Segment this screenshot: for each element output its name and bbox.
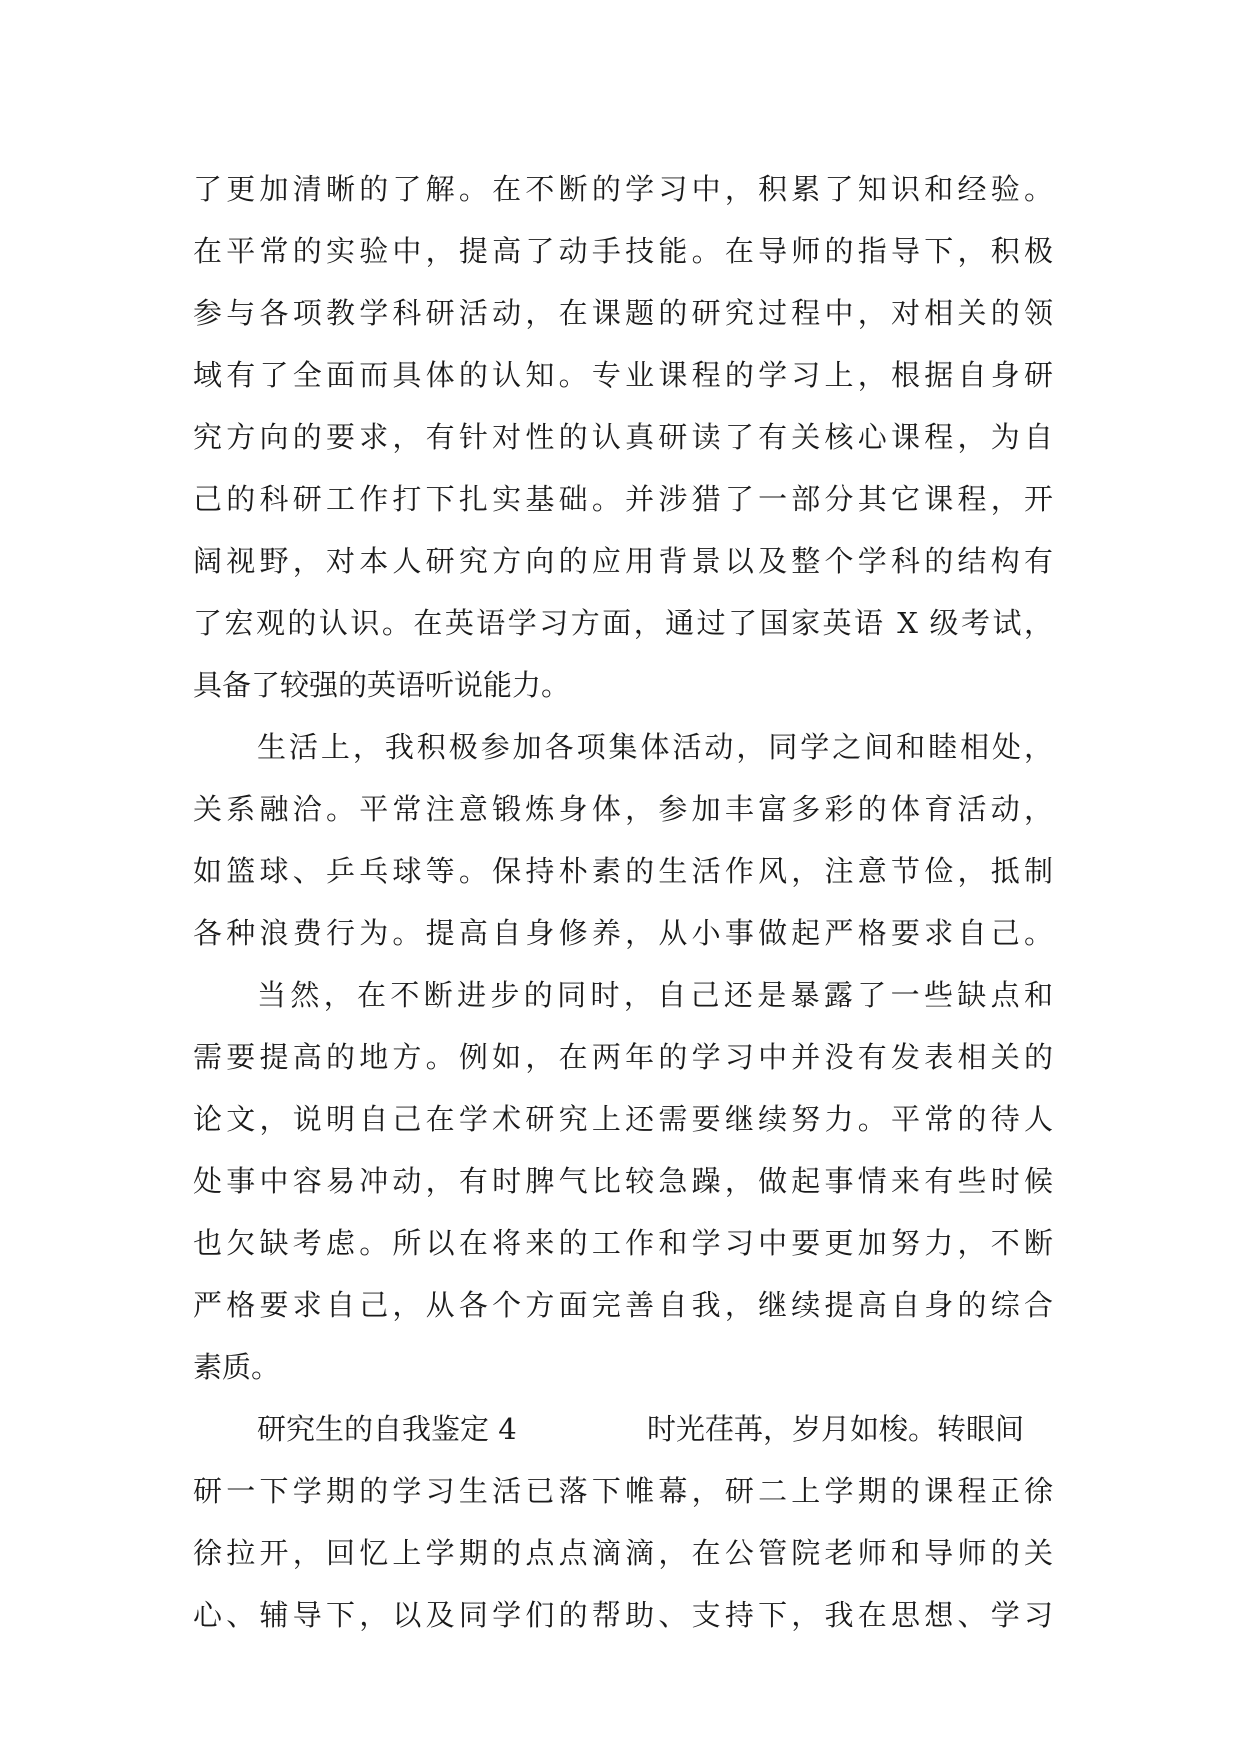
- text-line: 素质。: [193, 1350, 281, 1384]
- paragraph-shortcomings: [193, 964, 1053, 1398]
- section-heading: 研究生的自我鉴定 4: [257, 1412, 517, 1446]
- text-line: 心、辅导下，以及同学们的帮助、支持下，我在思想、学习: [193, 1598, 1053, 1632]
- text-line: 各种浪费行为。提高自身修养，从小事做起严格要求自己。: [193, 916, 1053, 950]
- text-line: 了更加清晰的了解。在不断的学习中，积累了知识和经验。: [193, 172, 1053, 206]
- text-line: 在平常的实验中，提高了动手技能。在导师的指导下，积极: [193, 234, 1053, 268]
- text-line: 阔视野，对本人研究方向的应用背景以及整个学科的结构有: [193, 544, 1053, 578]
- text-line: 具备了较强的英语听说能力。: [193, 668, 571, 702]
- text-line: 当然，在不断进步的同时，自己还是暴露了一些缺点和: [257, 978, 1053, 1012]
- text-line: 徐拉开，回忆上学期的点点滴滴，在公管院老师和导师的关: [193, 1536, 1053, 1570]
- paragraph-life: [193, 716, 1053, 964]
- section-first-line: 时光荏苒，岁月如梭。转眼间: [647, 1412, 1025, 1446]
- text-line: 关系融洽。平常注意锻炼身体，参加丰富多彩的体育活动，: [193, 792, 1053, 826]
- text-line: 也欠缺考虑。所以在将来的工作和学习中要更加努力，不断: [193, 1226, 1053, 1260]
- paragraph-study: [193, 158, 1053, 716]
- text-line: 了宏观的认识。在英语学习方面，通过了国家英语 X 级考试，: [193, 606, 1053, 640]
- text-line: 研一下学期的学习生活已落下帷幕，研二上学期的课程正徐: [193, 1474, 1053, 1508]
- text-line: 需要提高的地方。例如，在两年的学习中并没有发表相关的: [193, 1040, 1053, 1074]
- body-text: [193, 158, 1053, 1646]
- text-line: 生活上，我积极参加各项集体活动，同学之间和睦相处，: [257, 730, 1053, 764]
- text-line: 如篮球、乒乓球等。保持朴素的生活作风，注意节俭，抵制: [193, 854, 1053, 888]
- text-line: 严格要求自己，从各个方面完善自我，继续提高自身的综合: [193, 1288, 1053, 1322]
- text-line: 己的科研工作打下扎实基础。并涉猎了一部分其它课程，开: [193, 482, 1053, 516]
- text-line: 处事中容易冲动，有时脾气比较急躁，做起事情来有些时候: [193, 1164, 1053, 1198]
- text-line: [193, 1398, 1053, 1460]
- text-line: 究方向的要求，有针对性的认真研读了有关核心课程，为自: [193, 420, 1053, 454]
- section-self-appraisal-4: [193, 1398, 1053, 1646]
- text-line: 域有了全面而具体的认知。专业课程的学习上，根据自身研: [193, 358, 1053, 392]
- text-line: 参与各项教学科研活动，在课题的研究过程中，对相关的领: [193, 296, 1053, 330]
- text-line: 论文，说明自己在学术研究上还需要继续努力。平常的待人: [193, 1102, 1053, 1136]
